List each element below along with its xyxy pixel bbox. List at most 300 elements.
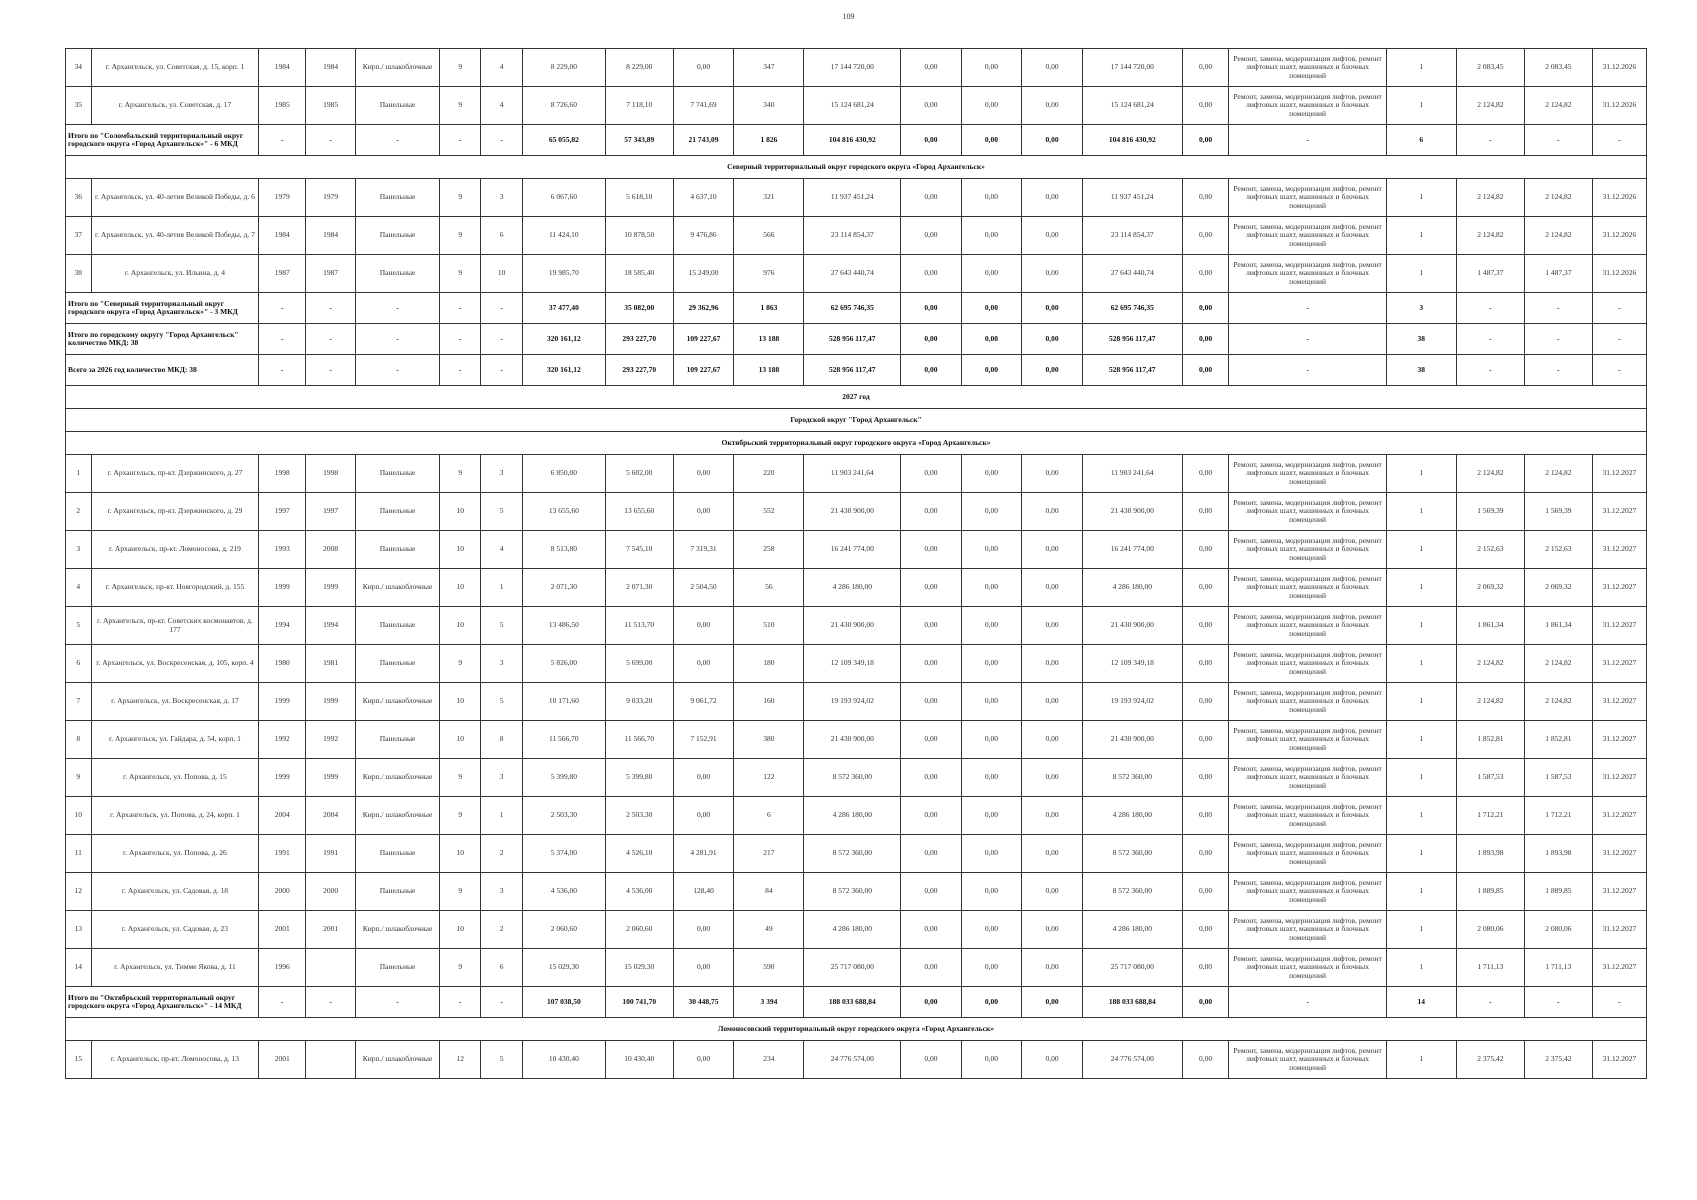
total-dash: -	[306, 293, 356, 324]
total-c2: 0,00	[961, 324, 1022, 355]
cell-u1: 2 124,82	[1456, 683, 1524, 721]
cell-en: 4	[481, 531, 522, 569]
cell-mat: Кирп./ шлакоблочные	[356, 683, 440, 721]
cell-en: 3	[481, 873, 522, 911]
cell-date: 31.12.2027	[1592, 683, 1646, 721]
cell-c3: 0,00	[1022, 949, 1083, 987]
cell-a2: 5 602,00	[605, 455, 673, 493]
cell-u2: 2 124,82	[1524, 645, 1592, 683]
cell-q: 1	[1386, 873, 1456, 911]
cell-res: 380	[734, 721, 804, 759]
cell-c2: 0,00	[961, 569, 1022, 607]
cell-work: Ремонт, замена, модернизация лифтов, ремонт лифтовых шахт, машинных и блочных помещений	[1229, 607, 1386, 645]
cell-a1: 11 424,10	[522, 217, 605, 255]
cell-n: 7	[66, 683, 92, 721]
cell-mat: Кирп./ шлакоблочные	[356, 1041, 440, 1079]
cell-res: 49	[734, 911, 804, 949]
cell-addr: г. Архангельск, пр-кт. Дзержинского, д. 27	[91, 455, 259, 493]
total-row	[66, 324, 1647, 355]
cell-en: 10	[481, 255, 522, 293]
cell-date: 31.12.2026	[1592, 87, 1646, 125]
cell-q: 1	[1386, 179, 1456, 217]
cell-fl: 9	[440, 49, 481, 87]
total-dash: -	[259, 987, 306, 1018]
total-dash: -	[440, 355, 481, 386]
total-row	[66, 293, 1647, 324]
cell-date: 31.12.2027	[1592, 455, 1646, 493]
total-dash: -	[1592, 125, 1646, 156]
cell-a3: 15 249,00	[673, 255, 734, 293]
cell-c3: 0,00	[1022, 645, 1083, 683]
cell-q: 1	[1386, 493, 1456, 531]
cell-n: 12	[66, 873, 92, 911]
cell-y2: 1998	[306, 455, 356, 493]
cell-n: 34	[66, 49, 92, 87]
cell-u1: 1 852,81	[1456, 721, 1524, 759]
cell-en: 3	[481, 759, 522, 797]
cell-date: 31.12.2027	[1592, 1041, 1646, 1079]
total-a2: 35 082,00	[605, 293, 673, 324]
cell-a1: 2 071,30	[522, 569, 605, 607]
total-q: 6	[1386, 125, 1456, 156]
cell-c1: 0,00	[901, 759, 962, 797]
cell-cost: 21 430 900,00	[804, 493, 901, 531]
cell-c4: 4 286 180,00	[1082, 797, 1182, 835]
cell-y2: 2008	[306, 531, 356, 569]
cell-c5: 0,00	[1182, 873, 1229, 911]
cell-c4: 17 144 720,00	[1082, 49, 1182, 87]
cell-c2: 0,00	[961, 911, 1022, 949]
cell-a3: 9 061,72	[673, 683, 734, 721]
cell-c2: 0,00	[961, 607, 1022, 645]
cell-u1: 2 083,45	[1456, 49, 1524, 87]
total-label: Итого по городскому округу "Город Архангельск" количество МКД: 38	[66, 324, 259, 355]
cell-fl: 9	[440, 455, 481, 493]
cell-a3: 7 319,31	[673, 531, 734, 569]
city-header	[66, 409, 1647, 432]
total-c3: 0,00	[1022, 324, 1083, 355]
cell-n: 1	[66, 455, 92, 493]
total-res: 13 188	[734, 355, 804, 386]
cell-fl: 9	[440, 645, 481, 683]
cell-c5: 0,00	[1182, 949, 1229, 987]
cell-work: Ремонт, замена, модернизация лифтов, ремонт лифтовых шахт, машинных и блочных помещений	[1229, 455, 1386, 493]
cell-fl: 9	[440, 797, 481, 835]
total-a2: 293 227,70	[605, 324, 673, 355]
cell-work: Ремонт, замена, модернизация лифтов, ремонт лифтовых шахт, машинных и блочных помещений	[1229, 569, 1386, 607]
total-a3: 30 448,75	[673, 987, 734, 1018]
cell-date: 31.12.2026	[1592, 49, 1646, 87]
total-c5: 0,00	[1182, 125, 1229, 156]
cell-mat: Панельные	[356, 835, 440, 873]
total-res: 13 188	[734, 324, 804, 355]
total-row	[66, 355, 1647, 386]
cell-res: 566	[734, 217, 804, 255]
cell-u1: 1 861,34	[1456, 607, 1524, 645]
cell-u2: 2 152,63	[1524, 531, 1592, 569]
cell-u2: 1 893,98	[1524, 835, 1592, 873]
cell-fl: 10	[440, 721, 481, 759]
cell-c5: 0,00	[1182, 911, 1229, 949]
cell-n: 9	[66, 759, 92, 797]
total-dash: -	[259, 125, 306, 156]
cell-a3: 0,00	[673, 607, 734, 645]
cell-a3: 0,00	[673, 49, 734, 87]
cell-y1: 1992	[259, 721, 306, 759]
cell-q: 1	[1386, 49, 1456, 87]
cell-a2: 2 060,60	[605, 911, 673, 949]
cell-c1: 0,00	[901, 49, 962, 87]
cell-mat: Панельные	[356, 721, 440, 759]
cell-c2: 0,00	[961, 721, 1022, 759]
cell-u1: 1 893,98	[1456, 835, 1524, 873]
cell-u2: 2 083,45	[1524, 49, 1592, 87]
cell-res: 217	[734, 835, 804, 873]
total-dash: -	[1592, 293, 1646, 324]
cell-n: 5	[66, 607, 92, 645]
cell-c2: 0,00	[961, 645, 1022, 683]
cell-u2: 2 124,82	[1524, 217, 1592, 255]
total-dash: -	[259, 324, 306, 355]
cell-c3: 0,00	[1022, 721, 1083, 759]
total-c3: 0,00	[1022, 987, 1083, 1018]
total-a3: 109 227,67	[673, 324, 734, 355]
cell-u2: 1 569,39	[1524, 493, 1592, 531]
total-c4: 528 956 117,47	[1082, 355, 1182, 386]
table-row	[66, 49, 1647, 87]
cell-y1: 1979	[259, 179, 306, 217]
cell-c3: 0,00	[1022, 1041, 1083, 1079]
total-dash: -	[1592, 987, 1646, 1018]
cell-a3: 0,00	[673, 645, 734, 683]
total-dash: -	[1456, 324, 1524, 355]
cell-res: 258	[734, 531, 804, 569]
total-a1: 37 477,40	[522, 293, 605, 324]
cell-n: 38	[66, 255, 92, 293]
cell-cost: 16 241 774,00	[804, 531, 901, 569]
cell-cost: 21 430 900,00	[804, 607, 901, 645]
cell-u2: 2 069,32	[1524, 569, 1592, 607]
cell-q: 1	[1386, 759, 1456, 797]
cell-c2: 0,00	[961, 455, 1022, 493]
total-cost: 528 956 117,47	[804, 355, 901, 386]
cell-q: 1	[1386, 721, 1456, 759]
total-q: 14	[1386, 987, 1456, 1018]
cell-n: 2	[66, 493, 92, 531]
cell-y1: 1984	[259, 217, 306, 255]
total-a1: 320 161,12	[522, 355, 605, 386]
cell-c1: 0,00	[901, 87, 962, 125]
cell-en: 2	[481, 911, 522, 949]
cell-c4: 8 572 360,00	[1082, 873, 1182, 911]
cell-work: Ремонт, замена, модернизация лифтов, ремонт лифтовых шахт, машинных и блочных помещений	[1229, 911, 1386, 949]
cell-addr: г. Архангельск, ул. Попова, д. 24, корп. 1	[91, 797, 259, 835]
table-row	[66, 873, 1647, 911]
cell-c5: 0,00	[1182, 797, 1229, 835]
total-a2: 100 741,70	[605, 987, 673, 1018]
cell-c5: 0,00	[1182, 179, 1229, 217]
total-dash: -	[1592, 324, 1646, 355]
cell-work: Ремонт, замена, модернизация лифтов, ремонт лифтовых шахт, машинных и блочных помещений	[1229, 1041, 1386, 1079]
cell-c2: 0,00	[961, 255, 1022, 293]
cell-a1: 13 486,50	[522, 607, 605, 645]
cell-addr: г. Архангельск, ул. Тимме Якова, д. 11	[91, 949, 259, 987]
cell-fl: 9	[440, 179, 481, 217]
total-dash: -	[306, 125, 356, 156]
cell-a2: 7 118,10	[605, 87, 673, 125]
cell-q: 1	[1386, 949, 1456, 987]
cell-a2: 4 536,00	[605, 873, 673, 911]
total-label: Итого по "Соломбальский территориальный округ городского округа «Город Архангельск»" - 6 МКД	[66, 125, 259, 156]
cell-res: 590	[734, 949, 804, 987]
total-dash: -	[306, 355, 356, 386]
table-row	[66, 797, 1647, 835]
cell-a1: 2 060,60	[522, 911, 605, 949]
cell-c3: 0,00	[1022, 569, 1083, 607]
cell-y2: 1984	[306, 217, 356, 255]
cell-a2: 15 029,30	[605, 949, 673, 987]
cell-fl: 9	[440, 949, 481, 987]
cell-a3: 0,00	[673, 911, 734, 949]
cell-en: 5	[481, 607, 522, 645]
table-row	[66, 835, 1647, 873]
cell-u2: 1 712,21	[1524, 797, 1592, 835]
cell-c1: 0,00	[901, 255, 962, 293]
cell-c4: 15 124 681,24	[1082, 87, 1182, 125]
cell-c4: 19 193 924,02	[1082, 683, 1182, 721]
cell-y1: 1984	[259, 49, 306, 87]
cell-a3: 128,40	[673, 873, 734, 911]
cell-date: 31.12.2026	[1592, 217, 1646, 255]
table-row	[66, 87, 1647, 125]
table-row	[66, 759, 1647, 797]
total-c3: 0,00	[1022, 293, 1083, 324]
cell-c3: 0,00	[1022, 455, 1083, 493]
cell-y2: 2004	[306, 797, 356, 835]
cell-a3: 0,00	[673, 1041, 734, 1079]
cell-c3: 0,00	[1022, 607, 1083, 645]
cell-addr: г. Архангельск, пр-кт. Новгородский, д. 155	[91, 569, 259, 607]
cell-u2: 1 587,53	[1524, 759, 1592, 797]
cell-cost: 19 193 924,02	[804, 683, 901, 721]
city-header-title: Городской округ "Город Архангельск"	[66, 409, 1647, 432]
table-row	[66, 569, 1647, 607]
cell-n: 3	[66, 531, 92, 569]
total-res: 1 863	[734, 293, 804, 324]
cell-c1: 0,00	[901, 1041, 962, 1079]
total-cost: 188 033 688,84	[804, 987, 901, 1018]
cell-c1: 0,00	[901, 721, 962, 759]
cell-mat: Панельные	[356, 873, 440, 911]
cell-c4: 11 937 451,24	[1082, 179, 1182, 217]
cell-u2: 2 375,42	[1524, 1041, 1592, 1079]
cell-c2: 0,00	[961, 179, 1022, 217]
cell-work: Ремонт, замена, модернизация лифтов, ремонт лифтовых шахт, машинных и блочных помещений	[1229, 87, 1386, 125]
cell-u1: 2 069,32	[1456, 569, 1524, 607]
cell-a1: 13 655,60	[522, 493, 605, 531]
cell-c3: 0,00	[1022, 255, 1083, 293]
cell-c1: 0,00	[901, 911, 962, 949]
cell-a1: 10 430,40	[522, 1041, 605, 1079]
cell-y1: 2000	[259, 873, 306, 911]
cell-a3: 7 741,69	[673, 87, 734, 125]
cell-y2: 1999	[306, 759, 356, 797]
cell-c3: 0,00	[1022, 87, 1083, 125]
total-c5: 0,00	[1182, 355, 1229, 386]
cell-fl: 10	[440, 493, 481, 531]
cell-addr: г. Архангельск, пр-кт. Ломоносова, д. 13	[91, 1041, 259, 1079]
total-dash: -	[481, 125, 522, 156]
cell-a1: 2 503,30	[522, 797, 605, 835]
cell-addr: г. Архангельск, пр-кт. Советских космонавтов, д. 177	[91, 607, 259, 645]
cell-c2: 0,00	[961, 493, 1022, 531]
cell-a2: 5 399,80	[605, 759, 673, 797]
total-dash: -	[356, 355, 440, 386]
total-dash: -	[1229, 125, 1386, 156]
cell-res: 160	[734, 683, 804, 721]
cell-fl: 9	[440, 255, 481, 293]
cell-q: 1	[1386, 255, 1456, 293]
total-dash: -	[1456, 125, 1524, 156]
cell-c2: 0,00	[961, 531, 1022, 569]
cell-c5: 0,00	[1182, 531, 1229, 569]
cell-n: 37	[66, 217, 92, 255]
total-res: 1 826	[734, 125, 804, 156]
cell-en: 1	[481, 569, 522, 607]
cell-a3: 2 504,50	[673, 569, 734, 607]
cell-c4: 11 903 241,64	[1082, 455, 1182, 493]
total-dash: -	[1456, 293, 1524, 324]
cell-addr: г. Архангельск, ул. Воскресенская, д. 105, корп. 4	[91, 645, 259, 683]
total-c4: 528 956 117,47	[1082, 324, 1182, 355]
cell-y2: 1991	[306, 835, 356, 873]
cell-c4: 24 776 574,00	[1082, 1041, 1182, 1079]
cell-c2: 0,00	[961, 949, 1022, 987]
cell-res: 347	[734, 49, 804, 87]
total-dash: -	[306, 324, 356, 355]
cell-u1: 1 569,39	[1456, 493, 1524, 531]
cell-c1: 0,00	[901, 873, 962, 911]
cell-addr: г. Архангельск, ул. 40-летия Великой Победы, д. 7	[91, 217, 259, 255]
cell-mat: Панельные	[356, 255, 440, 293]
cell-a3: 0,00	[673, 493, 734, 531]
cell-cost: 24 776 574,00	[804, 1041, 901, 1079]
table-row	[66, 493, 1647, 531]
total-label: Всего за 2026 год количество МКД: 38	[66, 355, 259, 386]
year-header	[66, 386, 1647, 409]
table-row	[66, 217, 1647, 255]
cell-c1: 0,00	[901, 531, 962, 569]
total-c1: 0,00	[901, 987, 962, 1018]
cell-work: Ремонт, замена, модернизация лифтов, ремонт лифтовых шахт, машинных и блочных помещений	[1229, 949, 1386, 987]
cell-work: Ремонт, замена, модернизация лифтов, ремонт лифтовых шахт, машинных и блочных помещений	[1229, 797, 1386, 835]
cell-c4: 21 430 900,00	[1082, 493, 1182, 531]
cell-mat: Панельные	[356, 87, 440, 125]
total-c2: 0,00	[961, 125, 1022, 156]
total-c2: 0,00	[961, 293, 1022, 324]
total-row	[66, 125, 1647, 156]
total-cost: 62 695 746,35	[804, 293, 901, 324]
table-row	[66, 607, 1647, 645]
cell-q: 1	[1386, 645, 1456, 683]
cell-work: Ремонт, замена, модернизация лифтов, ремонт лифтовых шахт, машинных и блочных помещений	[1229, 835, 1386, 873]
cell-q: 1	[1386, 607, 1456, 645]
cell-res: 340	[734, 87, 804, 125]
section-header	[66, 1018, 1647, 1041]
cell-a1: 11 566,70	[522, 721, 605, 759]
total-a1: 107 038,50	[522, 987, 605, 1018]
cell-a2: 10 430,40	[605, 1041, 673, 1079]
cell-c4: 16 241 774,00	[1082, 531, 1182, 569]
cell-addr: г. Архангельск, пр-кт. Дзержинского, д. 29	[91, 493, 259, 531]
cell-fl: 9	[440, 759, 481, 797]
cell-y1: 2001	[259, 911, 306, 949]
cell-date: 31.12.2026	[1592, 179, 1646, 217]
table-row	[66, 531, 1647, 569]
table-row	[66, 645, 1647, 683]
total-c4: 104 816 430,92	[1082, 125, 1182, 156]
cell-a1: 6 067,60	[522, 179, 605, 217]
cell-a2: 5 699,00	[605, 645, 673, 683]
cell-en: 3	[481, 179, 522, 217]
cell-a2: 2 503,30	[605, 797, 673, 835]
cell-c2: 0,00	[961, 683, 1022, 721]
total-dash: -	[356, 125, 440, 156]
cell-c5: 0,00	[1182, 645, 1229, 683]
total-label: Итого по "Октябрьский территориальный округ городского округа «Город Архангельск»" - 14 МКД	[66, 987, 259, 1018]
cell-date: 31.12.2027	[1592, 569, 1646, 607]
total-dash: -	[1524, 293, 1592, 324]
section-header-title: Северный территориальный округ городского округа «Город Архангельск»	[66, 156, 1647, 179]
cell-a3: 0,00	[673, 759, 734, 797]
cell-fl: 9	[440, 87, 481, 125]
total-c2: 0,00	[961, 355, 1022, 386]
cell-q: 1	[1386, 835, 1456, 873]
table-row	[66, 455, 1647, 493]
cell-mat: Кирп./ шлакоблочные	[356, 759, 440, 797]
total-c5: 0,00	[1182, 324, 1229, 355]
cell-y2: 1979	[306, 179, 356, 217]
cell-fl: 10	[440, 911, 481, 949]
cell-a1: 5 826,00	[522, 645, 605, 683]
table-row	[66, 179, 1647, 217]
cell-c5: 0,00	[1182, 721, 1229, 759]
cell-a2: 11 513,70	[605, 607, 673, 645]
cell-c5: 0,00	[1182, 455, 1229, 493]
total-c1: 0,00	[901, 324, 962, 355]
total-dash: -	[481, 355, 522, 386]
cell-a3: 0,00	[673, 455, 734, 493]
cell-res: 56	[734, 569, 804, 607]
total-c4: 188 033 688,84	[1082, 987, 1182, 1018]
cell-y2: 1994	[306, 607, 356, 645]
cell-mat: Панельные	[356, 455, 440, 493]
cell-cost: 4 286 180,00	[804, 911, 901, 949]
total-c1: 0,00	[901, 293, 962, 324]
cell-res: 220	[734, 455, 804, 493]
total-dash: -	[440, 125, 481, 156]
page-number: 109	[842, 12, 855, 21]
cell-c4: 27 643 440,74	[1082, 255, 1182, 293]
cell-u1: 1 712,21	[1456, 797, 1524, 835]
cell-addr: г. Архангельск, ул. Попова, д. 15	[91, 759, 259, 797]
cell-a2: 2 071,30	[605, 569, 673, 607]
cell-c3: 0,00	[1022, 493, 1083, 531]
total-dash: -	[1456, 987, 1524, 1018]
cell-addr: г. Архангельск, пр-кт. Ломоносова, д. 219	[91, 531, 259, 569]
cell-q: 1	[1386, 683, 1456, 721]
cell-a3: 0,00	[673, 797, 734, 835]
